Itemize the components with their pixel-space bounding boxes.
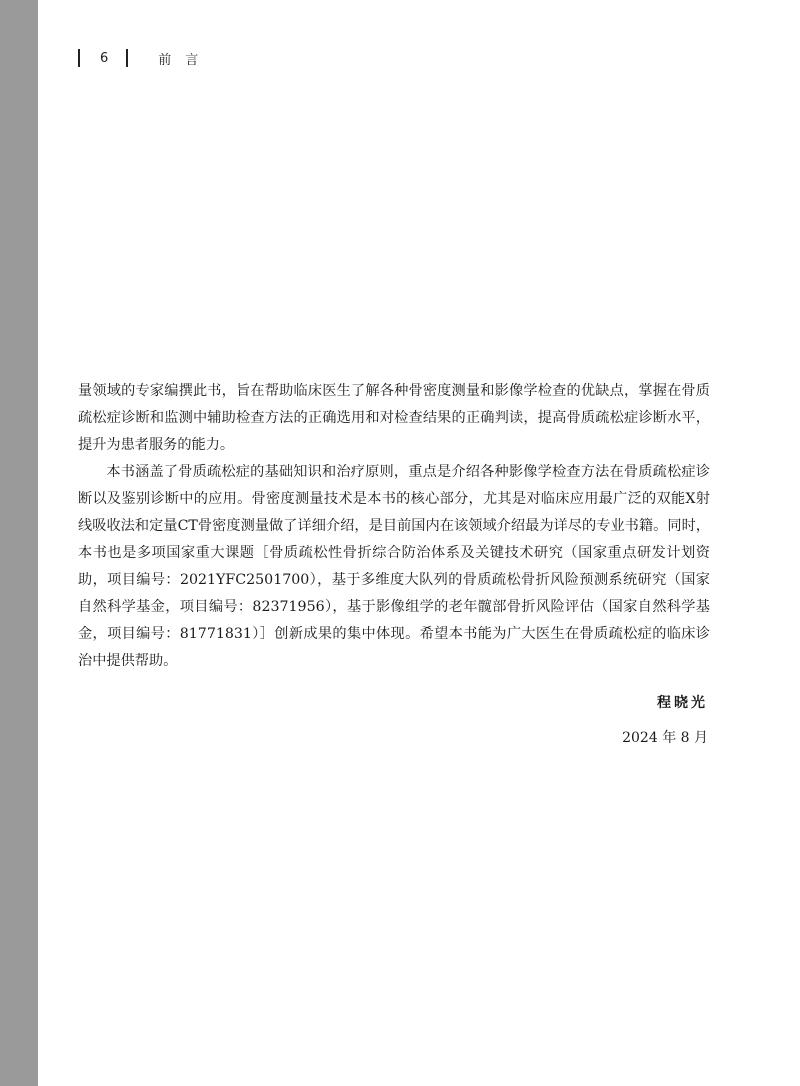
signature-date: 2024 年 8 月 bbox=[622, 730, 708, 746]
section-title: 前言 bbox=[158, 52, 213, 68]
header-rule-right bbox=[126, 49, 128, 67]
paragraph: 本书涵盖了骨质疏松症的基础知识和治疗原则，重点是介绍各种影像学检查方法在骨质疏松症诊断以及鉴别诊断中的应用。骨密度测量技术是本书的核心部分，尤其是对临床应用最广泛的双能X射线吸收法和定量CT骨密度测量做了详细介绍，是目前国内在该领域介绍最为详尽的专业书籍。同时，本书也是多项国家重大课题［骨质疏松性骨折综合防治体系及关键技术研究（国家重点研发计划资助，项目编号：2021YFC2501700），基于多维度大队列的骨质疏松骨折风险预测系统研究（国家自然科学基金，项目编号：82371956），基于影像组学的老年髋部骨折风险评估（国家自然科学基金，项目编号：81771831）］创新成果的集中体现。希望本书能为广大医生在骨质疏松症的临床诊治中提供帮助。 bbox=[78, 464, 710, 669]
page-number: 6 bbox=[100, 50, 109, 66]
author-name: 程晓光 bbox=[657, 695, 708, 711]
running-head bbox=[78, 48, 212, 68]
paragraph-continuation: 量领域的专家编撰此书，旨在帮助临床医生了解各种骨密度测量和影像学检查的优缺点，掌握在骨质疏松症诊断和监测中辅助检查方法的正确选用和对检查结果的正确判读，提高骨质疏松症诊断水平，提升为患者服务的能力。 bbox=[78, 383, 710, 453]
signature-block bbox=[622, 690, 708, 752]
page-margin-band bbox=[0, 0, 38, 1086]
body-text bbox=[78, 378, 710, 675]
header-rule-left bbox=[78, 49, 80, 67]
